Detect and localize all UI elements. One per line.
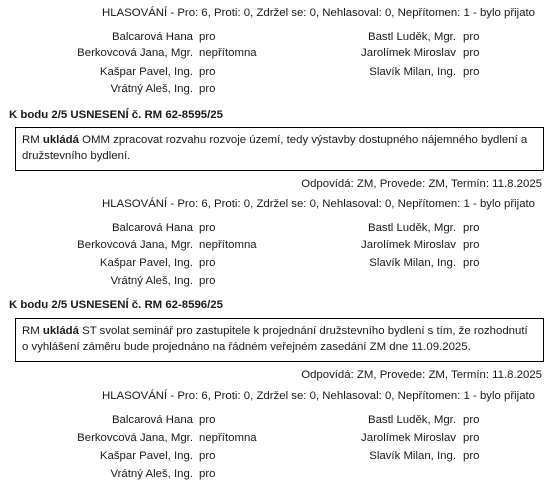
member-name: Slavík Milan, Ing. xyxy=(369,450,456,462)
resolution-text-box xyxy=(15,127,544,171)
member-vote: pro xyxy=(199,83,216,95)
resolution-text-box xyxy=(15,318,544,362)
resolution-line1: OMM zpracovat rozvahu rozvoje území, tedy výstavby dostupného nájemného bydlení a xyxy=(82,134,528,146)
member-name: Berkovcová Jana, Mgr. xyxy=(77,432,193,444)
member-name: Jarolímek Miroslav xyxy=(361,47,456,59)
member-name: Balcarová Hana xyxy=(111,31,193,43)
member-name: Kašpar Pavel, Ing. xyxy=(99,450,193,462)
resolution-line2: družstevního bydlení. xyxy=(22,150,131,162)
member-vote: pro xyxy=(463,31,480,43)
voting-result: HLASOVÁNÍ - Pro: 6, Proti: 0, Zdržel se: 0, Nehlasoval: 0, Nepřítomen: 1 - bylo přijato xyxy=(102,390,536,402)
member-name: Slavík Milan, Ing. xyxy=(369,66,456,78)
resolution-verb: ukládá xyxy=(42,134,79,146)
member-name: Kašpar Pavel, Ing. xyxy=(99,66,193,78)
member-vote: nepřítomna xyxy=(199,239,257,251)
member-vote: pro xyxy=(463,222,480,234)
member-vote: pro xyxy=(199,222,216,234)
member-name: Bastl Luděk, Mgr. xyxy=(367,414,456,426)
member-name: Vrátný Aleš, Ing. xyxy=(110,83,193,95)
voting-result: HLASOVÁNÍ - Pro: 6, Proti: 0, Zdržel se: 0, Nehlasoval: 0, Nepřítomen: 1 - bylo přijato xyxy=(102,7,536,19)
member-vote: pro xyxy=(463,66,480,78)
member-vote: pro xyxy=(199,450,216,462)
member-vote: pro xyxy=(463,47,480,59)
member-vote: nepřítomna xyxy=(199,432,257,444)
member-vote: pro xyxy=(199,31,216,43)
member-name: Slavík Milan, Ing. xyxy=(369,257,456,269)
member-vote: pro xyxy=(463,450,480,462)
member-vote: pro xyxy=(199,66,216,78)
member-vote: pro xyxy=(199,275,216,287)
resolution-prefix: RM xyxy=(22,134,40,146)
resolution-line2: o vyhlášení záměru bude projednáno na řádném veřejném zasedání ZM dne 11.09.2025. xyxy=(22,341,471,353)
assignment-line: Odpovídá: ZM, Provede: ZM, Termín: 11.8.2025 xyxy=(301,178,542,190)
assignment-line: Odpovídá: ZM, Provede: ZM, Termín: 11.8.2025 xyxy=(301,369,542,381)
resolution-line1: ST svolat seminář pro zastupitele k projednání družstevního bydlení s tím, že rozhodnutí xyxy=(82,325,528,337)
member-vote: pro xyxy=(463,239,480,251)
member-vote: pro xyxy=(199,468,216,480)
member-vote: pro xyxy=(463,257,480,269)
member-name: Balcarová Hana xyxy=(111,414,193,426)
member-name: Berkovcová Jana, Mgr. xyxy=(77,239,193,251)
voting-result: HLASOVÁNÍ - Pro: 6, Proti: 0, Zdržel se: 0, Nehlasoval: 0, Nepřítomen: 1 - bylo přijato xyxy=(102,198,536,210)
member-name: Balcarová Hana xyxy=(111,222,193,234)
member-name: Bastl Luděk, Mgr. xyxy=(367,31,456,43)
member-name: Berkovcová Jana, Mgr. xyxy=(77,47,193,59)
resolution-prefix: RM xyxy=(22,325,40,337)
member-vote: pro xyxy=(199,414,216,426)
member-vote: pro xyxy=(199,257,216,269)
member-vote: pro xyxy=(463,432,480,444)
member-name: Bastl Luděk, Mgr. xyxy=(367,222,456,234)
member-name: Kašpar Pavel, Ing. xyxy=(99,257,193,269)
member-name: Vrátný Aleš, Ing. xyxy=(110,275,193,287)
member-name: Jarolímek Miroslav xyxy=(361,239,456,251)
resolution-heading: K bodu 2/5 USNESENÍ č. RM 62-8596/25 xyxy=(9,299,223,311)
member-vote: pro xyxy=(463,414,480,426)
resolution-heading: K bodu 2/5 USNESENÍ č. RM 62-8595/25 xyxy=(9,109,223,121)
member-name: Vrátný Aleš, Ing. xyxy=(110,468,193,480)
member-vote: nepřítomna xyxy=(199,47,257,59)
resolution-verb: ukládá xyxy=(42,325,79,337)
member-name: Jarolímek Miroslav xyxy=(361,432,456,444)
